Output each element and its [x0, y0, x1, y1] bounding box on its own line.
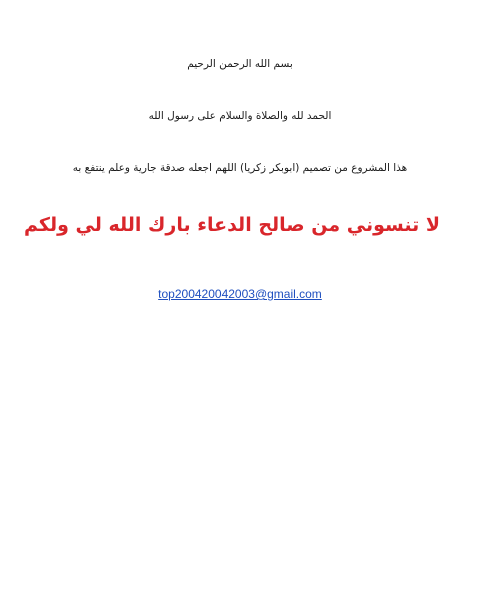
basmala-line: بسم الله الرحمن الرحيم: [187, 58, 293, 70]
email-link[interactable]: top200420042003@gmail.com: [158, 287, 322, 301]
hamd-line: الحمد لله والصلاة والسلام على رسول الله: [148, 110, 332, 122]
project-note: هذا المشروع من تصميم (ابوبكر زكريا) اللهم اجعله صدقة جارية وعلم ينتفع به: [72, 162, 408, 174]
dua-heading: لا تنسوني من صالح الدعاء بارك الله لي ولكم: [24, 214, 440, 236]
